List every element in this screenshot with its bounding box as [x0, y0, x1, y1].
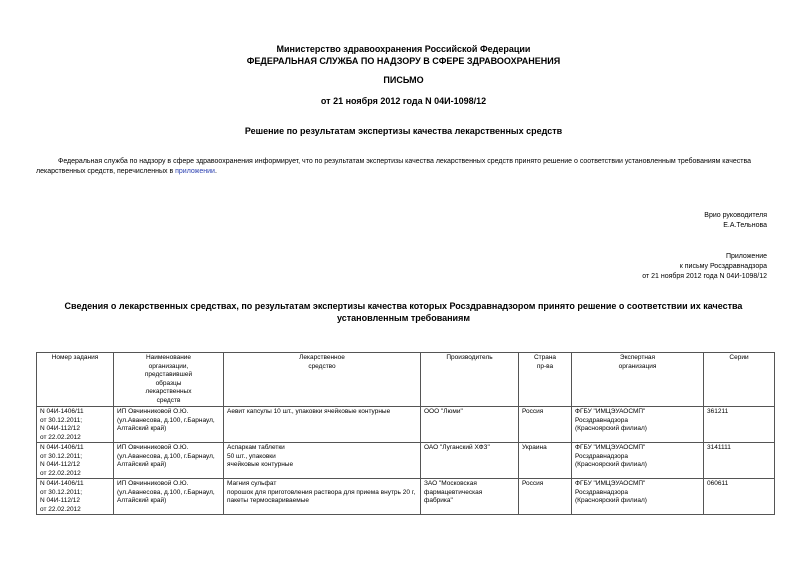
document-subject: Решение по результатам экспертизы качества лекарственных средств — [244, 126, 563, 136]
signer-position: Врио руководителя — [704, 212, 767, 219]
cell-task-number: N 04И-1406/11 от 30.12.2011; N 04И-112/12 от 22.02.2012 — [37, 479, 114, 515]
cell-manufacturer: ОАО "Луганский ХФЗ" — [421, 443, 519, 479]
cell-organization: ИП Овчинниковой О.Ю. (ул.Аванесова, д.100, г.Барнаул, Алтайский край) — [114, 443, 224, 479]
body-line-2-suffix: . — [214, 168, 217, 175]
drugs-table — [36, 352, 775, 515]
cell-expert-org: ФГБУ "ИМЦЭУАОСМП" Росздравнадзора (Красноярский филиал) — [572, 443, 704, 479]
col-header-drug: Лекарственное средство — [224, 353, 421, 407]
col-header-task-number: Номер задания — [37, 353, 114, 407]
body-line-2-text: лекарственных средств, перечисленных в — [36, 168, 176, 175]
appendix-title-line-1: Сведения о лекарственных средствах, по результатам экспертизы качества которых Росздравнадзором принято решение о соответствии их качества — [64, 301, 743, 311]
appendix-title-line-2: установленным требованиям — [336, 313, 470, 323]
cell-series: 361211 — [704, 407, 775, 443]
table-row — [37, 443, 775, 479]
col-header-series: Серии — [704, 353, 775, 407]
service-name: ФЕДЕРАЛЬНАЯ СЛУЖБА ПО НАДЗОРУ В СФЕРЕ ЗДРАВООХРАНЕНИЯ — [246, 56, 561, 66]
cell-country: Украина — [519, 443, 572, 479]
ministry-name: Министерство здравоохранения Российской Федерации — [276, 44, 531, 54]
cell-drug: Аспаркам таблетки 50 шт., упаковки ячейковые контурные — [224, 443, 421, 479]
cell-country: Россия — [519, 407, 572, 443]
cell-drug: Магния сульфат порошок для приготовления раствора для приема внутрь 20 г, пакеты термосвариваемые — [224, 479, 421, 515]
col-header-organization: Наименование организации, представившей образцы лекарственных средств — [114, 353, 224, 407]
appendix-link[interactable]: приложении — [175, 168, 215, 175]
cell-expert-org: ФГБУ "ИМЦЭУАОСМП" Росздравнадзора (Красноярский филиал) — [572, 479, 704, 515]
body-line-2 — [36, 167, 217, 176]
document-date-number: от 21 ноября 2012 года N 04И-1098/12 — [320, 96, 487, 106]
cell-series: 060611 — [704, 479, 775, 515]
cell-series: 3141111 — [704, 443, 775, 479]
appendix-label: Приложение — [725, 253, 767, 260]
col-header-expert-org: Экспертная организация — [572, 353, 704, 407]
cell-country: Россия — [519, 479, 572, 515]
col-header-country: Страна пр-ва — [519, 353, 572, 407]
col-header-manufacturer: Производитель — [421, 353, 519, 407]
cell-drug: Аевит капсулы 10 шт., упаковки ячейковые контурные — [224, 407, 421, 443]
document-type: ПИСЬМО — [383, 75, 424, 85]
table-header-row — [37, 353, 775, 407]
cell-expert-org: ФГБУ "ИМЦЭУАОСМП" Росздравнадзора (Красноярский филиал) — [572, 407, 704, 443]
signer-name: Е.А.Тельнова — [723, 222, 767, 229]
cell-organization: ИП Овчинниковой О.Ю. (ул.Аванесова, д.100, г.Барнаул, Алтайский край) — [114, 407, 224, 443]
table-row — [37, 407, 775, 443]
cell-manufacturer: ООО "Люми" — [421, 407, 519, 443]
cell-organization: ИП Овчинниковой О.Ю. (ул.Аванесова, д.100, г.Барнаул, Алтайский край) — [114, 479, 224, 515]
cell-task-number: N 04И-1406/11 от 30.12.2011; N 04И-112/12 от 22.02.2012 — [37, 443, 114, 479]
table-row — [37, 479, 775, 515]
cell-manufacturer: ЗАО "Московская фармацевтическая фабрика" — [421, 479, 519, 515]
body-line-1: Федеральная служба по надзору в сфере здравоохранения информирует, что по результатам экспертизы качества лекарственных средств принято решение о соответствии установленным требованиям качества — [58, 158, 752, 165]
appendix-date-ref: от 21 ноября 2012 года N 04И-1098/12 — [642, 273, 767, 280]
appendix-letter-ref: к письму Росздравнадзора — [679, 263, 767, 270]
cell-task-number: N 04И-1406/11 от 30.12.2011; N 04И-112/12 от 22.02.2012 — [37, 407, 114, 443]
